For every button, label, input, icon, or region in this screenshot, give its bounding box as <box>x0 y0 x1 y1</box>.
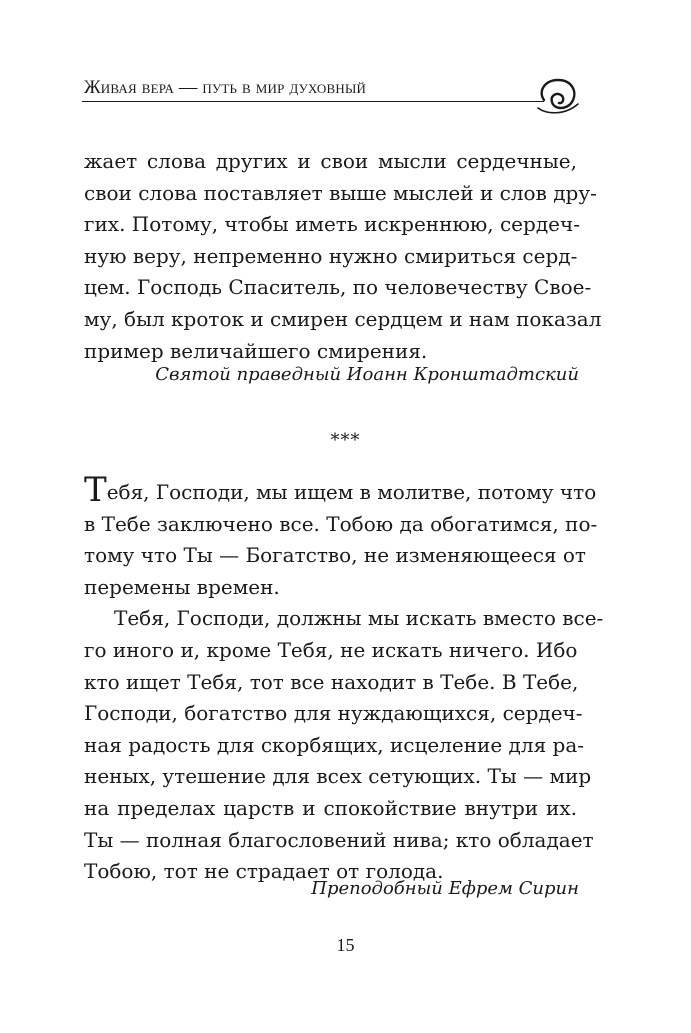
running-title: Живая вера — путь в мир духовный <box>84 78 367 98</box>
attribution-ephrem: Преподобный Ефрем Сирин <box>311 878 579 899</box>
text-line: Тобою, тот не страдает от голода. <box>84 859 444 884</box>
drop-cap: Т <box>84 470 107 510</box>
text-line: ная радость для скорбящих, исцеление для ра- <box>84 732 585 757</box>
section-separator: *** <box>330 430 361 451</box>
text-line: цем. Господь Спаситель, по человечеству Свое- <box>84 275 592 300</box>
quote-ephrem <box>84 470 604 888</box>
swirl-ornament-icon <box>534 74 580 118</box>
text-line: в Тебе заключено все. Тобою да обогатимся, по- <box>84 511 598 536</box>
text-line: му, был кроток и смирен сердцем и нам показал <box>84 306 602 331</box>
text-line: ную веру, непременно нужно смириться серд- <box>84 243 578 268</box>
text-line: на пределах царств и спокойствие внутри их. <box>84 795 577 820</box>
text-line: Ты — полная благословений нива; кто обладает <box>84 827 594 852</box>
text-line: го иного и, кроме Тебя, не искать ничего. Ибо <box>84 637 578 662</box>
text-line <box>84 470 597 510</box>
text-line: пример величайшего смирения. <box>84 338 428 363</box>
text-line: Тебя, Господи, должны мы искать вместо все- <box>114 606 604 631</box>
quote-kronstadt <box>84 146 602 367</box>
attribution-kronstadt: Святой праведный Иоанн Кронштадтский <box>155 364 579 385</box>
page-number: 15 <box>336 935 355 955</box>
text-line: Господи, богатство для нуждающихся, сердеч- <box>84 701 583 726</box>
running-header <box>82 76 582 106</box>
text-line: кто ищет Тебя, тот все находит в Тебе. В Тебе, <box>84 669 579 694</box>
text-line: свои слова поставляет выше мыслей и слов дру- <box>84 180 597 205</box>
text-line: неных, утешение для всех сетующих. Ты — мир <box>84 764 592 789</box>
text-line-rest: ебя, Господи, мы ищем в молитве, потому что <box>106 480 597 504</box>
text-line: перемены времен. <box>84 574 280 599</box>
header-rule <box>82 101 544 102</box>
text-line: жает слова других и свои мысли сердечные, <box>84 149 577 173</box>
text-line: тому что Ты — Богатство, не изменяющееся от <box>84 543 586 568</box>
text-line: гих. Потому, чтобы иметь искреннюю, сердеч- <box>84 212 580 237</box>
